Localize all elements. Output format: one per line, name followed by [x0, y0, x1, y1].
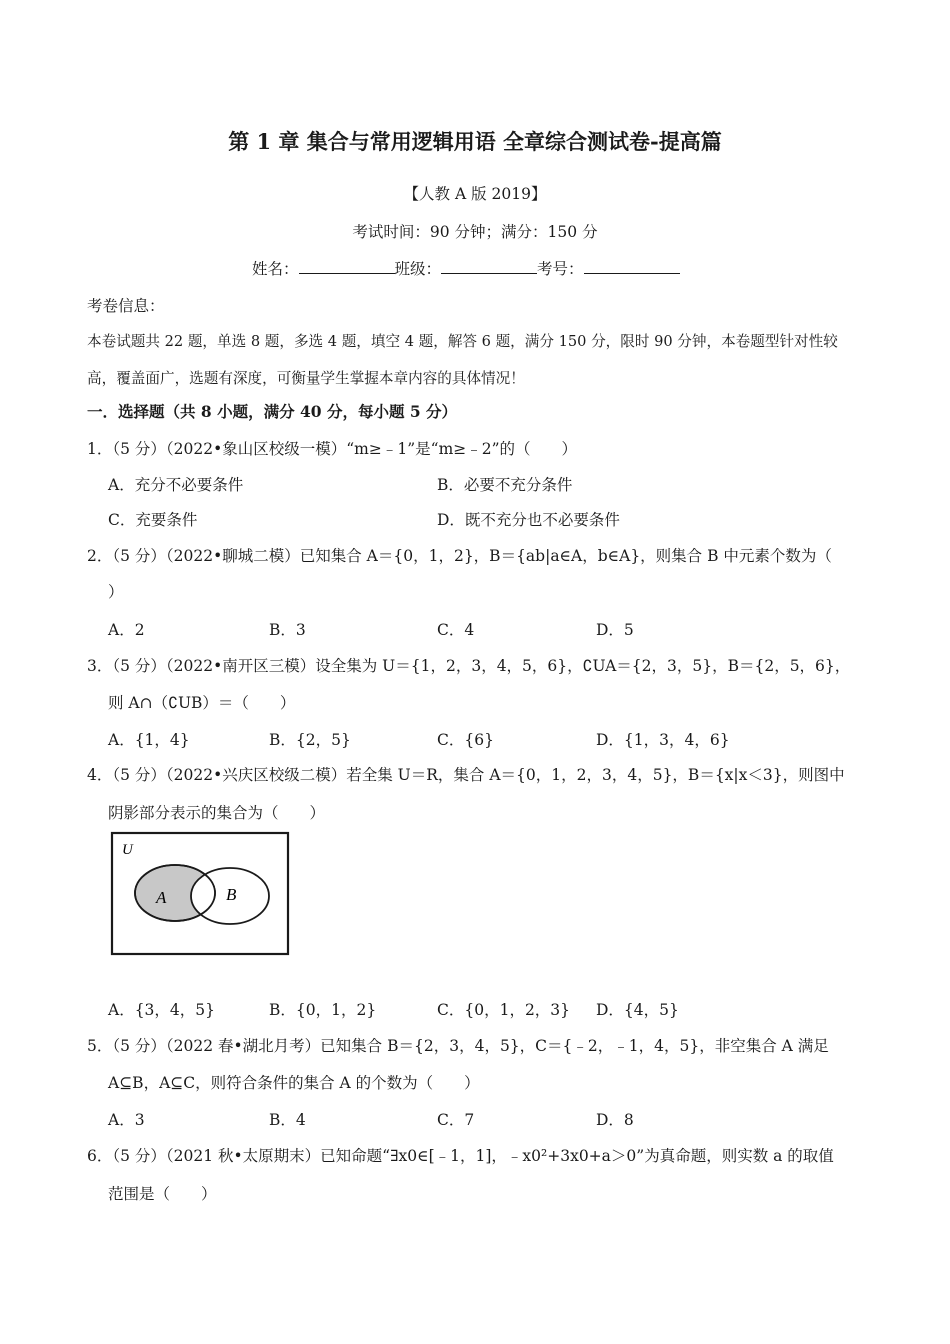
option-b[interactable]: B．4	[269, 1111, 306, 1129]
option-d[interactable]: D．{4，5}	[596, 1001, 679, 1019]
student-info-line	[252, 257, 680, 279]
question-text: （5 分）（2021 秋•太原期末）已知命题“∃x0∈[﹣1，1]，﹣x0²+3x0+a＞0”为真命题，则实数 a 的取值	[112, 1147, 834, 1165]
option-d[interactable]: D．8	[596, 1111, 634, 1129]
question-number: 4．	[87, 766, 113, 784]
option-b[interactable]: B．3	[269, 621, 306, 639]
universe-label: U	[122, 842, 133, 858]
question-4	[87, 763, 845, 785]
name-label: 姓名：	[252, 260, 299, 278]
option-c[interactable]: C．7	[437, 1111, 475, 1129]
question-text-cont: A⊆B，A⊆C，则符合条件的集合 A 的个数为（ ）	[108, 1074, 480, 1092]
question-number: 5．	[87, 1037, 113, 1055]
question-3	[87, 654, 850, 676]
number-field[interactable]	[584, 259, 680, 274]
page-title: 第 1 章 集合与常用逻辑用语 全章综合测试卷-提高篇	[228, 129, 722, 154]
class-field[interactable]	[441, 259, 537, 274]
section-heading: 一．选择题（共 8 小题，满分 40 分，每小题 5 分）	[87, 402, 458, 421]
option-a[interactable]: A．充分不必要条件	[108, 476, 244, 494]
question-text: （5 分）（2022•聊城二模）已知集合 A＝{0，1，2}，B＝{ab|a∈A，b∈A}，则集合 B 中元素个数为（	[112, 547, 832, 565]
option-d[interactable]: D．5	[596, 621, 634, 639]
question-number: 6．	[87, 1147, 113, 1165]
notice-line-2: 高，覆盖面广，选题有深度，可衡量学生掌握本章内容的具体情况！	[87, 370, 525, 387]
set-a-label: A	[156, 888, 167, 907]
option-a[interactable]: A．{3，4，5}	[108, 1001, 216, 1019]
question-text-cont: 阴影部分表示的集合为（ ）	[108, 804, 326, 822]
question-number: 2．	[87, 547, 113, 565]
notice-line-1: 本卷试题共 22 题，单选 8 题，多选 4 题，填空 4 题，解答 6 题，满分 150 分，限时 90 分钟，本卷题型针对性较	[87, 333, 838, 350]
question-number: 1．	[87, 440, 113, 458]
edition-label: 【人教 A 版 2019】	[403, 185, 547, 203]
option-c[interactable]: C．4	[437, 621, 475, 639]
question-text-cont: ）	[108, 583, 124, 601]
option-b[interactable]: B．必要不充分条件	[437, 476, 573, 494]
venn-diagram	[108, 830, 292, 958]
notice-heading: 考卷信息：	[87, 297, 165, 315]
number-label: 考号：	[537, 260, 584, 278]
question-1	[87, 437, 577, 459]
question-6	[87, 1144, 834, 1166]
option-a[interactable]: A．3	[108, 1111, 145, 1129]
option-d[interactable]: D．既不充分也不必要条件	[437, 511, 620, 529]
option-c[interactable]: C．充要条件	[108, 511, 198, 529]
question-2	[87, 544, 832, 566]
question-text-cont: 范围是（ ）	[108, 1185, 217, 1203]
question-number: 3．	[87, 657, 113, 675]
option-b[interactable]: B．{2，5}	[269, 731, 351, 749]
set-b-label: B	[226, 885, 237, 904]
option-b[interactable]: B．{0，1，2}	[269, 1001, 377, 1019]
question-text: （5 分）（2022•兴庆区校级二模）若全集 U＝R，集合 A＝{0，1，2，3，4，5}，B＝{x|x＜3}，则图中	[112, 766, 845, 784]
name-field[interactable]	[299, 259, 395, 274]
question-text-cont: 则 A∩（∁UB）＝（ ）	[108, 694, 296, 712]
question-text: （5 分）（2022•象山区校级一模）“m≥﹣1”是“m≥﹣2”的（ ）	[112, 440, 578, 458]
exam-info: 考试时间：90 分钟；满分：150 分	[352, 223, 598, 241]
option-d[interactable]: D．{1，3，4，6}	[596, 731, 730, 749]
question-text: （5 分）（2022•南开区三模）设全集为 U＝{1，2，3，4，5，6}，∁UA＝{2，3，5}，B＝{2，5，6}，	[112, 657, 851, 675]
option-c[interactable]: C．{0，1，2，3}	[437, 1001, 571, 1019]
option-c[interactable]: C．{6}	[437, 731, 494, 749]
option-a[interactable]: A．{1，4}	[108, 731, 190, 749]
question-text: （5 分）（2022 春•湖北月考）已知集合 B＝{2，3，4，5}，C＝{﹣2，﹣1，4，5}，非空集合 A 满足	[112, 1037, 829, 1055]
question-5	[87, 1034, 829, 1056]
class-label: 班级：	[394, 260, 442, 278]
option-a[interactable]: A．2	[108, 621, 145, 639]
